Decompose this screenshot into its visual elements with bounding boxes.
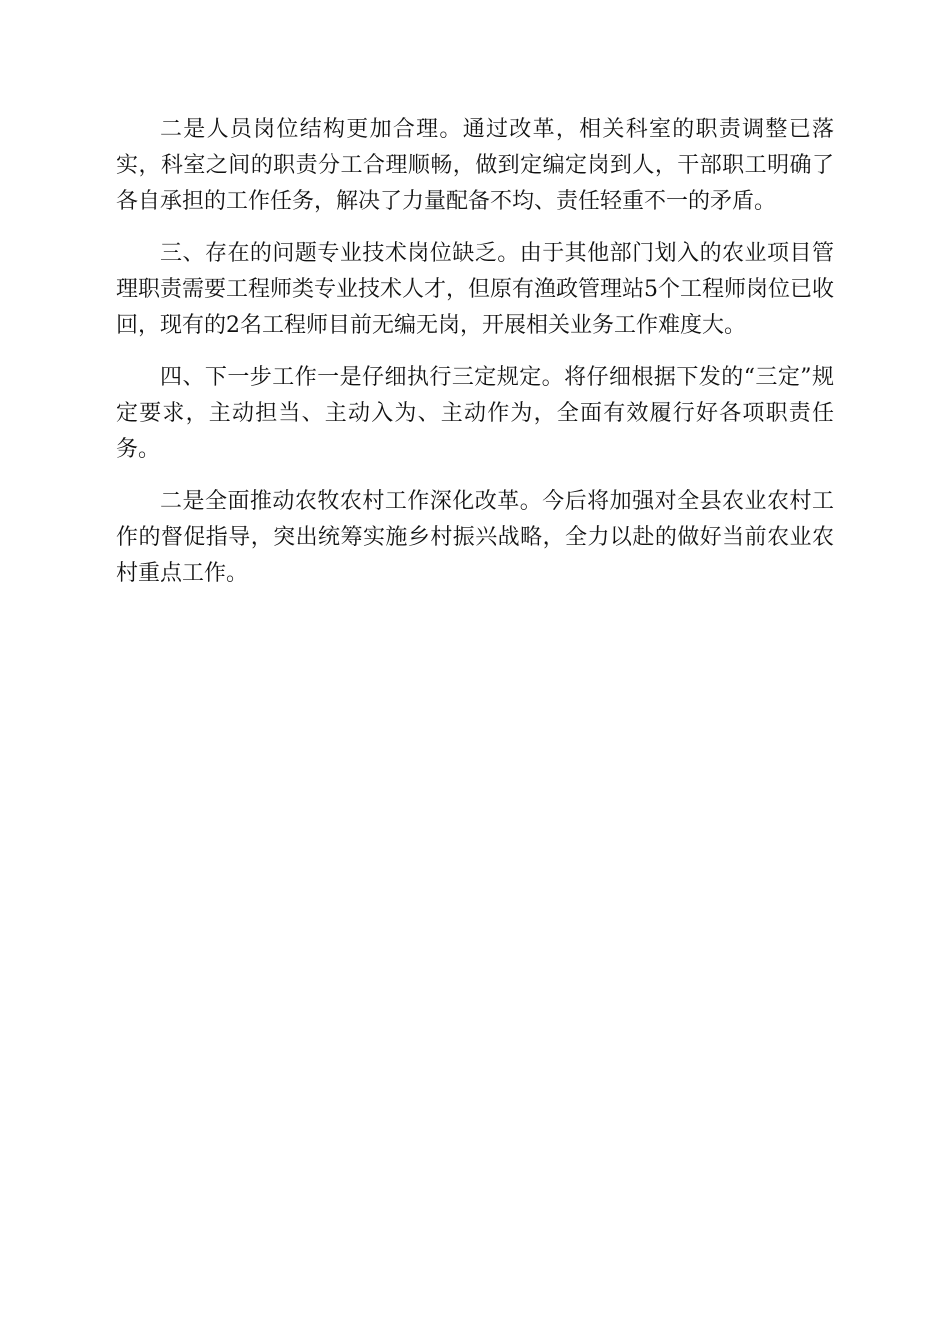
paragraph-deepen-reform: 二是全面推动农牧农村工作深化改革。今后将加强对全县农业农村工作的督促指导，突出统筹实施乡村振兴战略，全力以赴的做好当前农业农村重点工作。: [116, 489, 834, 586]
paragraph-existing-problems: 三、存在的问题专业技术岗位缺乏。由于其他部门划入的农业项目管理职责需要工程师类专业技术人才，但原有渔政管理站5个工程师岗位已收回，现有的2名工程师目前无编无岗，开展相关业务工作难度大。: [116, 241, 834, 338]
paragraph-next-steps: 四、下一步工作一是仔细执行三定规定。将仔细根据下发的“三定”规定要求，主动担当、主动入为、主动作为，全面有效履行好各项职责任务。: [116, 365, 834, 462]
paragraph-personnel-structure: 二是人员岗位结构更加合理。通过改革，相关科室的职责调整已落实，科室之间的职责分工合理顺畅，做到定编定岗到人，干部职工明确了各自承担的工作任务，解决了力量配备不均、责任轻重不一的矛盾。: [116, 117, 834, 214]
document-body: [116, 112, 834, 608]
